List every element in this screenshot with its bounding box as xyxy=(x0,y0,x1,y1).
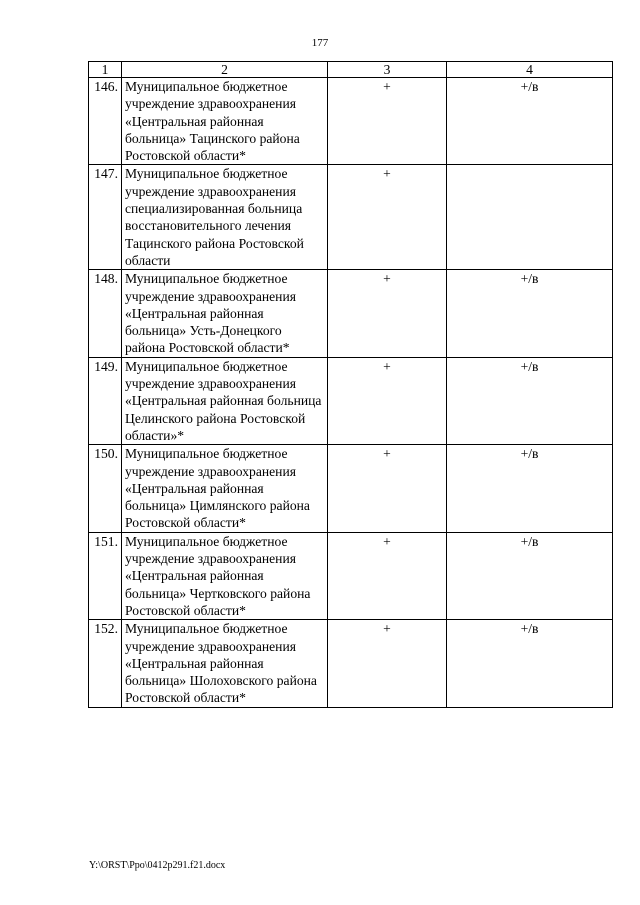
column-4-mark: +/в xyxy=(447,532,613,619)
column-3-mark: + xyxy=(328,532,447,619)
institution-name: Муниципальное бюджетное учреждение здравоохранения «Центральная районная больница Целинского района Ростовской области»* xyxy=(122,357,328,444)
footer-file-path: Y:\ORST\Ppo\0412p291.f21.docx xyxy=(89,860,226,871)
row-number: 151. xyxy=(89,532,122,619)
table-row xyxy=(89,357,613,444)
table-header-row xyxy=(89,62,613,78)
table-row xyxy=(89,532,613,619)
table-row xyxy=(89,165,613,270)
institution-name: Муниципальное бюджетное учреждение здравоохранения «Центральная районная больница» Тацинского района Ростовской области* xyxy=(122,78,328,165)
column-3-mark: + xyxy=(328,357,447,444)
column-header-3: 3 xyxy=(328,62,447,78)
row-number: 149. xyxy=(89,357,122,444)
page-number: 177 xyxy=(311,37,329,49)
table-row xyxy=(89,78,613,165)
row-number: 152. xyxy=(89,620,122,707)
row-number: 148. xyxy=(89,270,122,357)
column-header-2: 2 xyxy=(122,62,328,78)
column-4-mark: +/в xyxy=(447,357,613,444)
institution-name: Муниципальное бюджетное учреждение здравоохранения «Центральная районная больница» Цимлянского района Ростовской области* xyxy=(122,445,328,532)
institutions-table xyxy=(88,61,613,708)
institution-name: Муниципальное бюджетное учреждение здравоохранения «Центральная районная больница» Чертковского района Ростовской области* xyxy=(122,532,328,619)
column-3-mark: + xyxy=(328,620,447,707)
column-header-4: 4 xyxy=(447,62,613,78)
column-4-mark: +/в xyxy=(447,78,613,165)
column-3-mark: + xyxy=(328,165,447,270)
column-3-mark: + xyxy=(328,78,447,165)
institution-name: Муниципальное бюджетное учреждение здравоохранения «Центральная районная больница» Шолоховского района Ростовской области* xyxy=(122,620,328,707)
table-row xyxy=(89,620,613,707)
column-3-mark: + xyxy=(328,270,447,357)
row-number: 146. xyxy=(89,78,122,165)
column-3-mark: + xyxy=(328,445,447,532)
column-4-mark: +/в xyxy=(447,445,613,532)
column-header-1: 1 xyxy=(89,62,122,78)
table-row xyxy=(89,270,613,357)
table-row xyxy=(89,445,613,532)
row-number: 147. xyxy=(89,165,122,270)
row-number: 150. xyxy=(89,445,122,532)
column-4-mark: +/в xyxy=(447,620,613,707)
institution-name: Муниципальное бюджетное учреждение здравоохранения специализированная больница восстановительного лечения Тацинского района Ростовской области xyxy=(122,165,328,270)
institution-name: Муниципальное бюджетное учреждение здравоохранения «Центральная районная больница» Усть-Донецкого района Ростовской области* xyxy=(122,270,328,357)
column-4-mark xyxy=(447,165,613,270)
column-4-mark: +/в xyxy=(447,270,613,357)
